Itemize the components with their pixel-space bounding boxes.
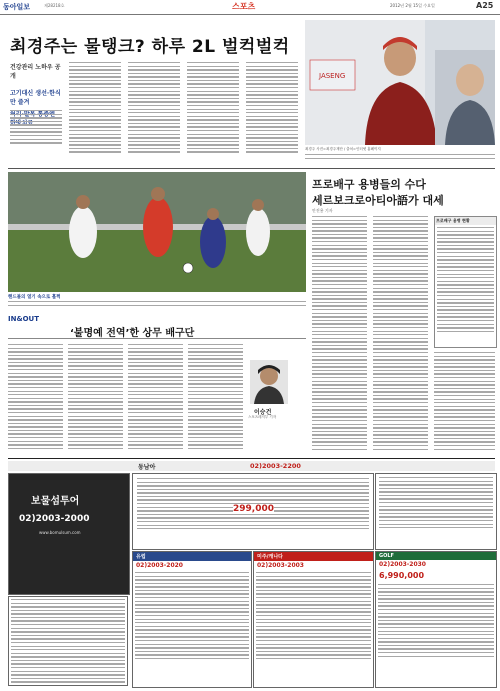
- subhead-1: 건강관리 노하우 공개: [10, 64, 61, 80]
- ad-left-title: 보물섬투어: [31, 496, 80, 507]
- ad-america[interactable]: [253, 551, 374, 688]
- volleyball-table: [434, 216, 497, 348]
- top-article-body-col1: [10, 110, 62, 152]
- volleyball-headline-1: 프로배구 용병들의 수다: [312, 178, 426, 191]
- volleyball-body-col3: [434, 352, 495, 456]
- ad-america-label: 미주/캐나다: [254, 552, 373, 561]
- column-body-col1: [8, 344, 63, 456]
- top-article-body-col4: [187, 62, 239, 162]
- ad-right-top-lines: [376, 474, 496, 534]
- volleyball-headline-2: 세르보크로아티아語가 대세: [312, 194, 444, 207]
- soccer-photo-caption-title: 핸드볼의 열기 속으로 훌쩍: [8, 295, 61, 300]
- ad-left[interactable]: [8, 473, 130, 595]
- volleyball-byline: 안진용 기자: [312, 208, 333, 213]
- soccer-photo: [8, 172, 306, 292]
- soccer-photo-caption-lines: [8, 301, 306, 311]
- ad-left-url: www.bomulsum.com: [39, 530, 81, 535]
- volleyball-table-title: 프로배구 용병 현황: [435, 217, 496, 225]
- volleyball-table-rows: [435, 225, 496, 347]
- top-photo-caption: 최경주 사진=최경주재단 / 출처=인터넷 홈페이지: [305, 147, 381, 151]
- divider: [8, 168, 495, 169]
- column-rule: [8, 338, 306, 339]
- ad-golf-phone: 02)2003-2030: [379, 561, 426, 568]
- ad-left-phone: 02)2003-2000: [19, 514, 90, 524]
- top-article-body-col2: [69, 62, 121, 162]
- subhead-2: 고기대신 생선·한식만 즐겨: [10, 90, 61, 106]
- ad-europe[interactable]: [132, 551, 252, 688]
- ads-divider: [8, 458, 495, 459]
- top-article-body-col5: [246, 62, 298, 162]
- volleyball-body-col2: [373, 216, 428, 456]
- dateline: 2012년 2월 15일 수요일: [390, 3, 435, 8]
- author-photo: [250, 360, 288, 404]
- top-photo: [305, 20, 495, 145]
- ad-golf[interactable]: [375, 551, 497, 688]
- top-headline: 최경주는 물탱크? 하루 2L 벌컥벌컥: [10, 37, 290, 57]
- issue-number: 제28218호: [44, 3, 65, 8]
- top-photo-caption-lines: [305, 154, 495, 164]
- ad-right-top[interactable]: [375, 473, 497, 550]
- column-headline: ‘불명예 전역’한 상무 배구단: [70, 328, 195, 339]
- column-author-title: 스포츠레저부 기자: [248, 415, 277, 419]
- ads-header-phone: 02)2003-2200: [250, 462, 301, 470]
- section-title: 스포츠: [232, 2, 256, 11]
- column-label: IN&OUT: [8, 315, 39, 323]
- ad-golf-label: GOLF: [376, 552, 496, 560]
- ad-europe-phone: 02)2003-2020: [136, 562, 183, 569]
- column-body-col2: [68, 344, 123, 456]
- column-body-col3: [128, 344, 183, 456]
- ad-america-lines: [254, 570, 373, 663]
- volleyball-body-col1: [312, 216, 367, 456]
- ad-europe-label: 유럽: [133, 552, 251, 561]
- ad-golf-price: 6,990,000: [379, 571, 425, 580]
- ad-europe-lines: [133, 570, 251, 663]
- page-number: A25: [476, 1, 494, 10]
- column-body-col4: [188, 344, 243, 456]
- masthead: 동아일보: [3, 3, 31, 11]
- ad-america-phone: 02)2003-2003: [257, 562, 304, 569]
- ad-golf-lines: [376, 582, 496, 661]
- ad-mid-price: 299,000: [233, 504, 274, 514]
- column-author: 이승건: [254, 409, 272, 416]
- top-article-body-col3: [128, 62, 180, 162]
- ads-header-title: 동남아: [138, 464, 156, 471]
- sponsor-banner: JASENG: [319, 72, 346, 80]
- ad-mid-top[interactable]: [132, 473, 374, 550]
- ad-left-listing: [8, 596, 128, 686]
